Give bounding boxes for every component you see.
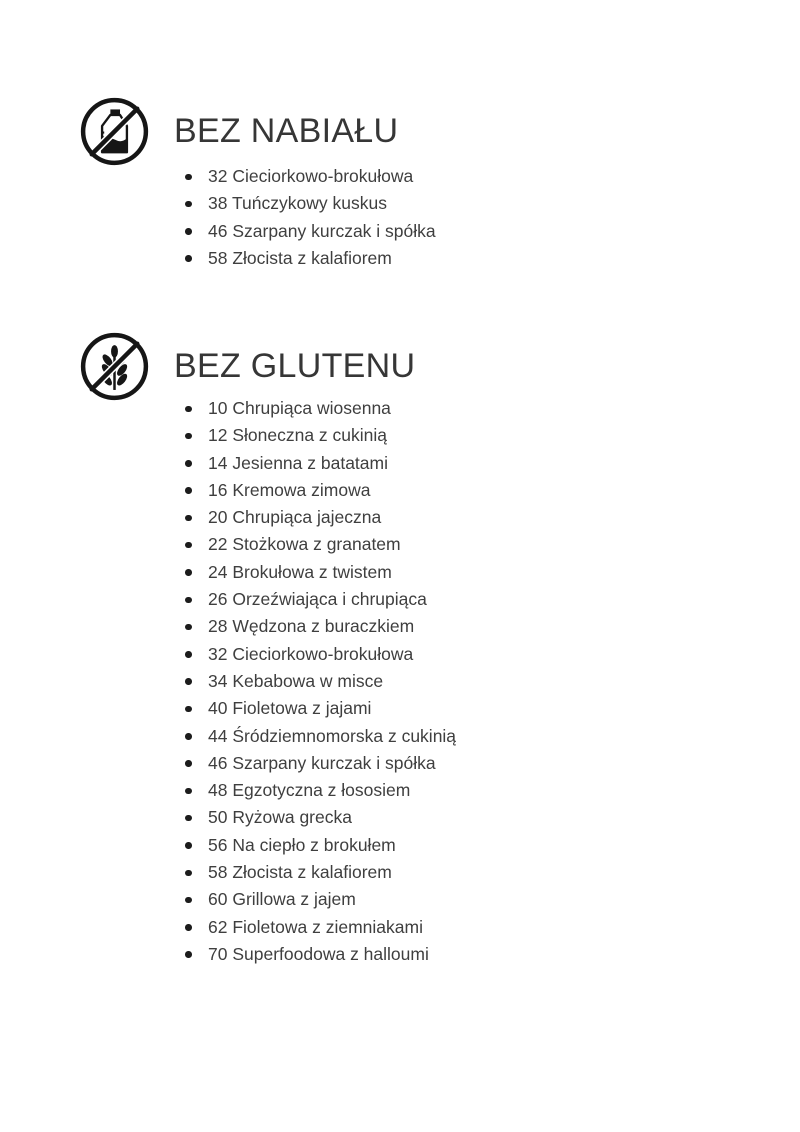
list-item bbox=[183, 504, 456, 531]
item-title: Stożkowa z granatem bbox=[232, 534, 401, 555]
list-item bbox=[183, 886, 456, 913]
item-title: Cieciorkowo-brokułowa bbox=[232, 643, 414, 664]
item-title: Egzotyczna z łososiem bbox=[232, 780, 411, 801]
item-page-number: 34 bbox=[208, 670, 228, 691]
item-title: Jesienna z batatami bbox=[232, 452, 388, 473]
list-item bbox=[183, 804, 456, 831]
list-item bbox=[183, 750, 456, 777]
section-title: BEZ NABIAŁU bbox=[174, 112, 399, 150]
item-page-number: 32 bbox=[208, 643, 228, 664]
item-page-number: 50 bbox=[208, 807, 228, 828]
item-title: Złocista z kalafiorem bbox=[232, 862, 392, 883]
item-title: Brokułowa z twistem bbox=[232, 561, 392, 582]
item-page-number: 10 bbox=[208, 398, 228, 418]
section-header bbox=[80, 332, 456, 401]
item-title: Superfoodowa z halloumi bbox=[232, 943, 429, 964]
item-title: Wędzona z buraczkiem bbox=[232, 616, 415, 637]
item-title: Chrupiąca jajeczna bbox=[232, 507, 382, 528]
item-title: Kremowa zimowa bbox=[232, 479, 371, 500]
item-title: Chrupiąca wiosenna bbox=[232, 398, 391, 418]
list-item bbox=[183, 859, 456, 886]
item-page-number: 40 bbox=[208, 698, 228, 719]
section-dairy-free bbox=[80, 97, 436, 272]
list-item bbox=[183, 777, 456, 804]
recipe-list-dairy-free bbox=[183, 163, 436, 272]
item-title: Szarpany kurczak i spółka bbox=[232, 752, 436, 773]
item-title: Na ciepło z brokułem bbox=[232, 834, 396, 855]
item-title: Tuńczykowy kuskus bbox=[232, 193, 387, 214]
item-page-number: 48 bbox=[208, 780, 228, 801]
item-title: Słoneczna z cukinią bbox=[232, 425, 388, 446]
item-page-number: 26 bbox=[208, 589, 228, 610]
item-page-number: 44 bbox=[208, 725, 228, 746]
list-item bbox=[183, 422, 456, 449]
item-page-number: 20 bbox=[208, 507, 228, 528]
item-title: Śródziemnomorska z cukinią bbox=[232, 725, 457, 746]
recipe-list-gluten-free bbox=[183, 395, 456, 968]
list-item bbox=[183, 914, 456, 941]
item-page-number: 62 bbox=[208, 916, 228, 937]
list-item bbox=[183, 395, 456, 422]
item-page-number: 38 bbox=[208, 193, 228, 214]
list-item bbox=[183, 218, 436, 245]
list-item bbox=[183, 477, 456, 504]
item-title: Szarpany kurczak i spółka bbox=[232, 220, 436, 241]
list-item bbox=[183, 450, 456, 477]
item-page-number: 70 bbox=[208, 943, 228, 964]
no-dairy-icon bbox=[80, 97, 149, 166]
list-item bbox=[183, 163, 436, 190]
list-item bbox=[183, 531, 456, 558]
item-page-number: 22 bbox=[208, 534, 228, 555]
item-page-number: 58 bbox=[208, 247, 228, 268]
item-page-number: 24 bbox=[208, 561, 228, 582]
list-item bbox=[183, 613, 456, 640]
item-page-number: 46 bbox=[208, 220, 228, 241]
item-title: Ryżowa grecka bbox=[232, 807, 352, 828]
item-page-number: 32 bbox=[208, 166, 228, 186]
item-page-number: 14 bbox=[208, 452, 228, 473]
list-item bbox=[183, 832, 456, 859]
item-title: Fioletowa z jajami bbox=[232, 698, 372, 719]
item-title: Fioletowa z ziemniakami bbox=[232, 916, 423, 937]
item-page-number: 58 bbox=[208, 862, 228, 883]
item-title: Złocista z kalafiorem bbox=[232, 247, 392, 268]
item-page-number: 12 bbox=[208, 425, 228, 446]
section-header bbox=[80, 97, 436, 166]
list-item bbox=[183, 641, 456, 668]
list-item bbox=[183, 190, 436, 217]
item-page-number: 28 bbox=[208, 616, 228, 637]
list-item bbox=[183, 668, 456, 695]
list-item bbox=[183, 695, 456, 722]
section-gluten-free bbox=[80, 332, 456, 968]
item-title: Kebabowa w misce bbox=[232, 670, 384, 691]
item-title: Orzeźwiająca i chrupiąca bbox=[232, 589, 427, 610]
list-item bbox=[183, 723, 456, 750]
item-title: Grillowa z jajem bbox=[232, 889, 356, 910]
list-item bbox=[183, 941, 456, 968]
section-title: BEZ GLUTENU bbox=[174, 347, 416, 385]
no-gluten-icon bbox=[80, 332, 149, 401]
item-page-number: 46 bbox=[208, 752, 228, 773]
item-page-number: 60 bbox=[208, 889, 228, 910]
item-title: Cieciorkowo-brokułowa bbox=[232, 166, 414, 186]
item-page-number: 56 bbox=[208, 834, 228, 855]
list-item bbox=[183, 559, 456, 586]
list-item bbox=[183, 245, 436, 272]
item-page-number: 16 bbox=[208, 479, 228, 500]
list-item bbox=[183, 586, 456, 613]
